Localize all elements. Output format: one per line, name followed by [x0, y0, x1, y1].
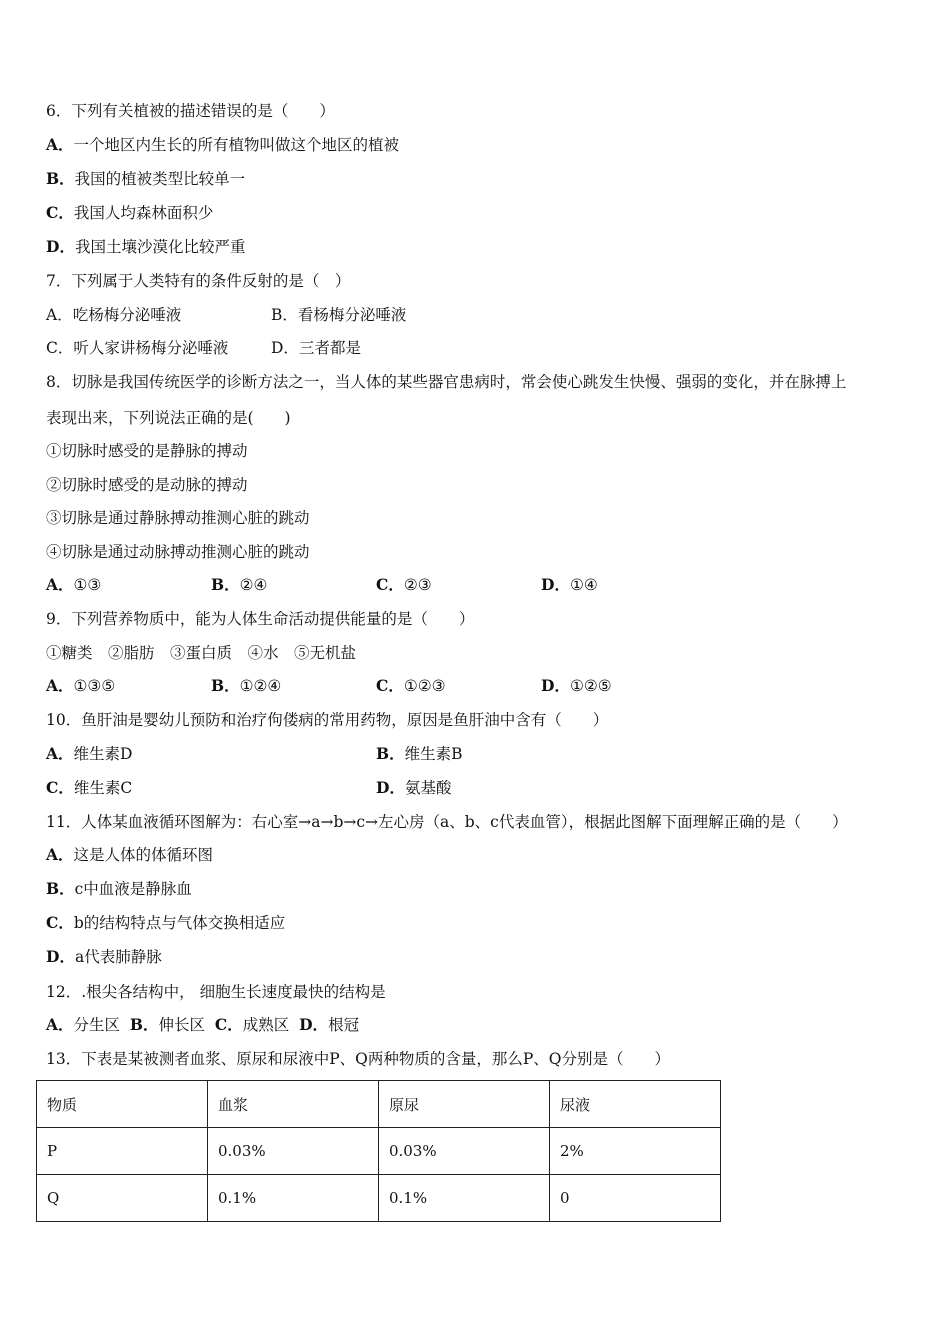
table-cell: P: [37, 1128, 208, 1175]
q6-option-c-letter: C．: [46, 203, 74, 222]
q12-option-c[interactable]: [215, 1016, 289, 1034]
q11-option-d[interactable]: [46, 947, 162, 967]
q8-option-c-text: ②③: [403, 576, 432, 594]
q8-option-a-letter: A．: [46, 575, 74, 594]
q7-option-d-letter: D．: [271, 339, 299, 357]
q8-statement-1: ①切脉时感受的是静脉的搏动: [46, 442, 248, 460]
q7-option-c[interactable]: [46, 338, 228, 358]
q12-option-c-letter: C．: [214, 1015, 243, 1034]
q8-option-a[interactable]: [46, 575, 101, 595]
q11-option-a[interactable]: [46, 845, 213, 865]
q9-option-d-text: ①②⑤: [569, 677, 612, 695]
q12-option-d[interactable]: [299, 1016, 359, 1034]
q11-stem: 11．人体某血液循环图解为：右心室→a→b→c→左心房（a、b、c代表血管），根据此图解下面理解正确的是（ ）: [46, 813, 848, 831]
q10-option-d-text: 氨基酸: [404, 779, 452, 797]
q8-statement-2: ②切脉时感受的是动脉的搏动: [46, 476, 248, 494]
q11-option-c-text: b的结构特点与气体交换相适应: [73, 914, 286, 932]
q12-option-d-text: 根冠: [328, 1016, 360, 1034]
q11-option-d-letter: D．: [46, 947, 75, 966]
q6-option-d-letter: D．: [46, 237, 75, 256]
table-cell: 2%: [550, 1128, 721, 1175]
table-row: [37, 1175, 721, 1222]
q6-option-b-text: 我国的植被类型比较单一: [74, 170, 246, 188]
q7-option-d[interactable]: [271, 338, 361, 358]
q10-option-c-letter: C．: [46, 778, 74, 797]
table-cell: Q: [37, 1175, 208, 1222]
q9-option-b[interactable]: [211, 676, 281, 696]
q7-option-c-letter: C．: [46, 339, 74, 357]
q9-option-c-letter: C．: [376, 676, 404, 695]
q10-option-a[interactable]: [46, 744, 132, 764]
q13-stem: 13．下表是某被测者血浆、原尿和尿液中P、Q两种物质的含量，那么P、Q分别是（ ）: [46, 1050, 670, 1068]
q12-option-b-text: 伸长区: [158, 1016, 206, 1034]
q6-option-a-letter: A．: [46, 135, 74, 154]
q11-option-d-text: a代表肺静脉: [74, 948, 162, 966]
q7-option-d-text: 三者都是: [298, 339, 361, 357]
q12-option-d-letter: D．: [299, 1015, 329, 1034]
q8-stem-line2: 表现出来，下列说法正确的是( ): [46, 409, 291, 427]
q6-option-b[interactable]: [46, 169, 245, 189]
q6-option-a[interactable]: [46, 135, 399, 155]
q11-option-c-letter: C．: [46, 913, 74, 932]
q9-option-b-letter: B．: [211, 676, 240, 695]
q9-stem: 9．下列营养物质中，能为人体生命活动提供能量的是（ ）: [46, 610, 475, 628]
table-header-cell: 原尿: [379, 1081, 550, 1128]
q6-option-d-text: 我国土壤沙漠化比较严重: [74, 238, 246, 256]
q12-option-b[interactable]: [130, 1016, 205, 1034]
q7-option-c-text: 听人家讲杨梅分泌唾液: [73, 339, 229, 357]
q12-options: [46, 1015, 359, 1035]
q7-option-a[interactable]: [46, 305, 181, 325]
table-cell: 0.03%: [208, 1128, 379, 1175]
q11-option-a-letter: A．: [46, 845, 74, 864]
q10-option-a-text: 维生素D: [73, 745, 133, 763]
table-row: [37, 1128, 721, 1175]
q6-option-a-text: 一个地区内生长的所有植物叫做这个地区的植被: [73, 136, 400, 154]
q10-option-d[interactable]: [376, 778, 451, 798]
q8-option-b-text: ②④: [239, 576, 268, 594]
table-header-cell: 物质: [37, 1081, 208, 1128]
q10-option-a-letter: A．: [46, 744, 74, 763]
q8-statement-4: ④切脉是通过动脉搏动推测心脏的跳动: [46, 543, 310, 561]
q8-stem-line1: 8．切脉是我国传统医学的诊断方法之一，当人体的某些器官患病时，常会使心跳发生快慢、强弱的变化，并在脉搏上: [46, 373, 847, 391]
q8-option-d[interactable]: [541, 575, 598, 595]
q8-option-c[interactable]: [376, 575, 432, 595]
table-cell: 0.1%: [379, 1175, 550, 1222]
q7-stem: 7．下列属于人类特有的条件反射的是（ ）: [46, 272, 351, 290]
q6-option-c[interactable]: [46, 203, 213, 223]
q11-option-b[interactable]: [46, 879, 192, 899]
q8-option-b-letter: B．: [211, 575, 240, 594]
q7-option-b-text: 看杨梅分泌唾液: [297, 306, 407, 324]
q9-option-d-letter: D．: [541, 676, 570, 695]
q12-option-a[interactable]: [46, 1016, 120, 1034]
q6-stem: 6．下列有关植被的描述错误的是（ ）: [46, 102, 335, 120]
q10-option-c-text: 维生素C: [73, 779, 133, 797]
q8-option-d-letter: D．: [541, 575, 570, 594]
q6-option-d[interactable]: [46, 237, 245, 257]
q13-data-table: [36, 1080, 721, 1222]
q9-option-b-text: ①②④: [239, 677, 282, 695]
table-cell: 0.03%: [379, 1128, 550, 1175]
q7-option-a-text: 吃杨梅分泌唾液: [72, 306, 182, 324]
q11-option-b-text: c中血液是静脉血: [74, 880, 192, 898]
q7-option-a-letter: A．: [46, 306, 73, 324]
table-cell: 0: [550, 1175, 721, 1222]
q8-option-b[interactable]: [211, 575, 267, 595]
q6-option-c-text: 我国人均森林面积少: [73, 204, 214, 222]
q12-stem: 12．.根尖各结构中， 细胞生长速度最快的结构是: [46, 983, 386, 1001]
q10-stem: 10．鱼肝油是婴幼儿预防和治疗佝偻病的常用药物，原因是鱼肝油中含有（ ）: [46, 711, 609, 729]
q9-option-a[interactable]: [46, 676, 115, 696]
q9-option-c-text: ①②③: [403, 677, 446, 695]
q11-option-c[interactable]: [46, 913, 285, 933]
q6-option-b-letter: B．: [46, 169, 75, 188]
table-header-cell: 尿液: [550, 1081, 721, 1128]
q7-option-b[interactable]: [271, 305, 406, 325]
table-header-cell: 血浆: [208, 1081, 379, 1128]
q10-option-d-letter: D．: [376, 778, 405, 797]
q10-option-b-text: 维生素B: [404, 745, 463, 763]
q9-option-a-text: ①③⑤: [73, 677, 116, 695]
q10-option-b-letter: B．: [376, 744, 405, 763]
q12-option-a-text: 分生区: [73, 1016, 121, 1034]
q11-option-a-text: 这是人体的体循环图: [73, 846, 214, 864]
table-header-row: [37, 1081, 721, 1128]
q7-option-b-letter: B．: [271, 306, 298, 324]
q9-items: ①糖类 ②脂肪 ③蛋白质 ④水 ⑤无机盐: [46, 644, 357, 662]
q8-option-d-text: ①④: [569, 576, 598, 594]
q10-option-b[interactable]: [376, 744, 463, 764]
q9-option-d[interactable]: [541, 676, 612, 696]
q8-option-c-letter: C．: [376, 575, 404, 594]
q11-option-b-letter: B．: [46, 879, 75, 898]
q12-option-a-letter: A．: [46, 1015, 74, 1034]
q12-option-c-text: 成熟区: [242, 1016, 290, 1034]
q9-option-a-letter: A．: [46, 676, 74, 695]
q9-option-c[interactable]: [376, 676, 446, 696]
table-cell: 0.1%: [208, 1175, 379, 1222]
q8-statement-3: ③切脉是通过静脉搏动推测心脏的跳动: [46, 509, 310, 527]
q8-option-a-text: ①③: [73, 576, 102, 594]
q12-option-b-letter: B．: [129, 1015, 159, 1034]
q10-option-c[interactable]: [46, 778, 132, 798]
